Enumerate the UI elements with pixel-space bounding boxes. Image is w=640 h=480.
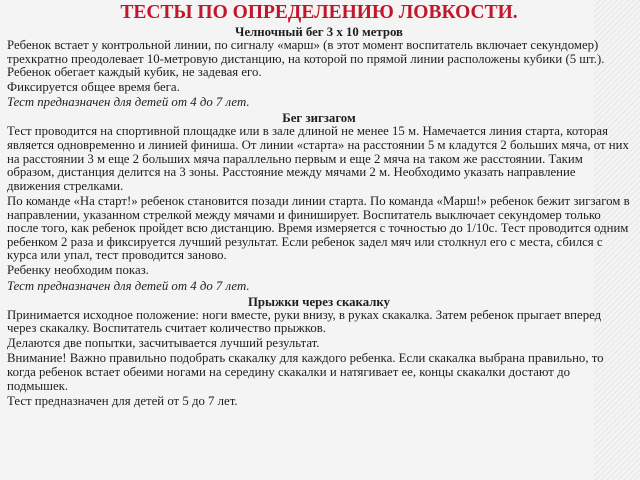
age-note: Тест предназначен для детей от 4 до 7 лет. (7, 278, 250, 293)
paragraph: Тест проводится на спортивной площадке или в зале длиной не менее 15 м. Намечается линия старта, которая является одновременно и линией финиша. От линии «старта» на расстоянии 5 м кладутся 2 больших мяча, от них на расстоянии 3 м еще 2 больших мяча параллельно первым и еще 2 мяча на таком же расстоянии. Таким образом, дистанция делится на 3 зоны. Расстояние между мячами 2 м. Необходимо указать направление движения стрелками. (7, 124, 629, 193)
paragraph: Принимается исходное положение: ноги вместе, руки внизу, в руках скакалка. Затем ребенок прыгает вперед через скакалку. Воспитатель считает количество прыжков. (7, 307, 602, 336)
section-heading-rope-jumping: Прыжки через скакалку (247, 294, 391, 309)
paragraph: По команде «На старт!» ребенок становится позади линии старта. По команда «Марш!» ребенок бежит зигзагом в направлении, указанном стрелкой между мячами и финиширует. Воспитатель выключает секундомер только после того, как ребенок пройдет всю дистанцию. Время измеряется с точностью до 1/10с. Тест проводится одним ребенком 2 раза и фиксируется лучший результат. Если ребенок задел мяч или столкнул его с места, сбился с курса или упал, тест проводится заново. (7, 193, 630, 263)
paragraph: Делаются две попытки, засчитывается лучший результат. (7, 336, 320, 351)
paragraph: Ребенку необходим показ. (7, 263, 149, 278)
section-heading-shuttle-run: Челночный бег 3 х 10 метров (235, 25, 403, 39)
section-heading-zigzag-run: Бег зигзагом (282, 111, 356, 126)
page-title: ТЕСТЫ ПО ОПРЕДЕЛЕНИЮ ЛОВКОСТИ. (120, 2, 518, 23)
paragraph: Внимание! Важно правильно подобрать скакалку для каждого ребенка. Если скакалка выбрана правильно, то когда ребенок встает обеими ногами на середину скакалки и натягивает ее, концы скакалки достают до подмышек. (7, 351, 604, 393)
paragraph: Тест предназначен для детей от 5 до 7 лет. (7, 393, 238, 408)
paragraph: Ребенок встает у контрольной линии, по сигналу «марш» (в этот момент воспитатель включает секундомер) трехкратно преодолевает 10-метровую дистанцию, на которой по прямой линии расположены кубики (5 шт.). Ребенок обегает каждый кубик, не задевая его. (7, 38, 605, 80)
paragraph: Фиксируется общее время бега. (7, 80, 180, 95)
age-note: Тест предназначен для детей от 4 до 7 лет. (7, 95, 250, 110)
